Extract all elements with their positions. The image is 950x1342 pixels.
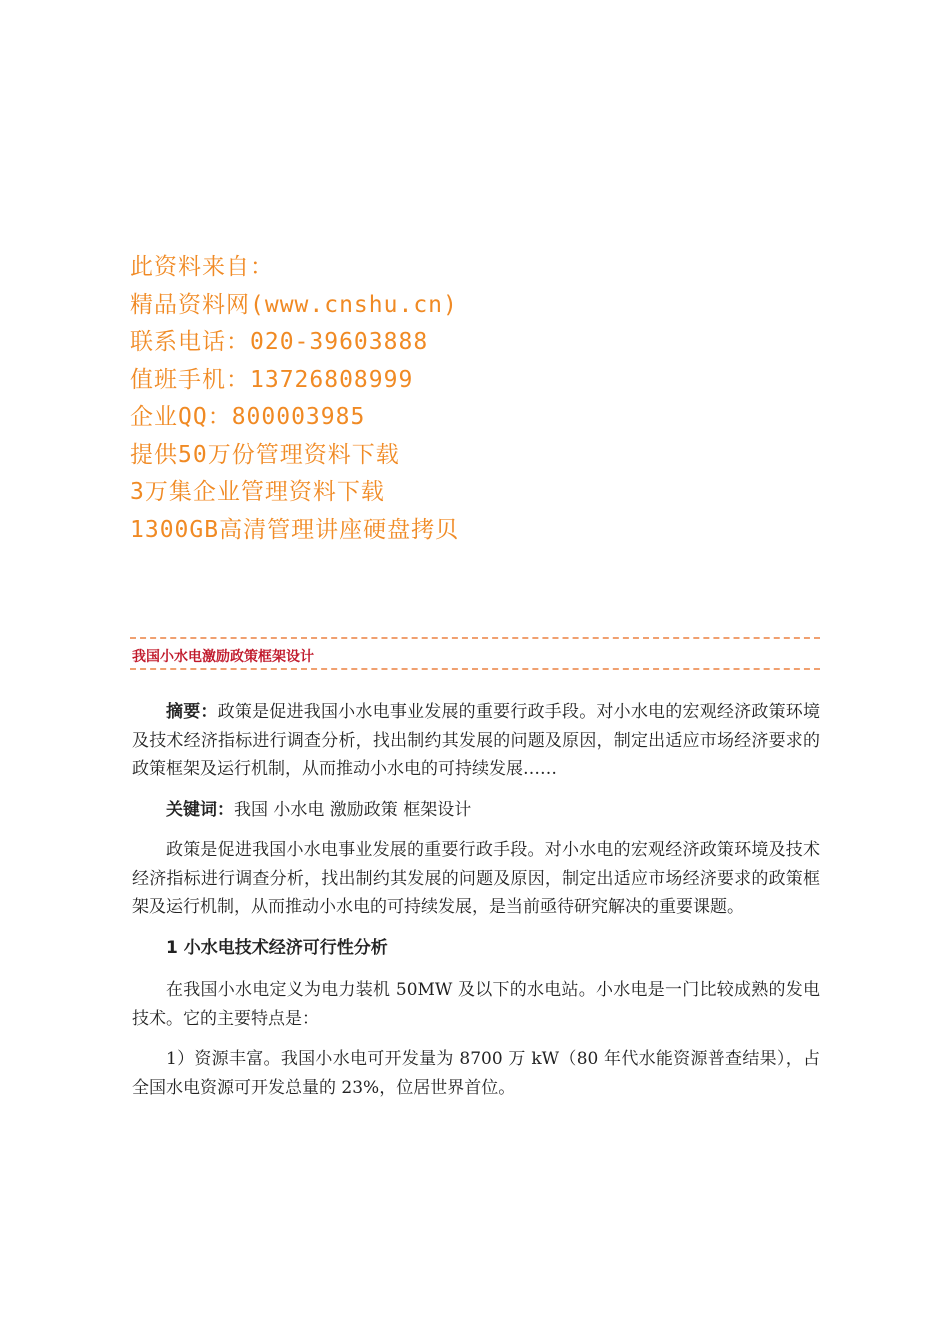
- title-divider-bottom: [130, 668, 820, 670]
- abstract-text: 政策是促进我国小水电事业发展的重要行政手段。对小水电的宏观经济政策环境及技术经济指标进行调查分析，找出制约其发展的问题及原因，制定出适应市场经济要求的政策框架及运行机制，从而推动小水电的可持续发展……: [132, 702, 821, 779]
- section-1-paragraph-1: 在我国小水电定义为电力装机 50MW 及以下的水电站。小水电是一门比较成熟的发电技术。它的主要特点是：: [132, 980, 820, 1029]
- intro-paragraph: 政策是促进我国小水电事业发展的重要行政手段。对小水电的宏观经济政策环境及技术经济指标进行调查分析，找出制约其发展的问题及原因，制定出适应市场经济要求的政策框架及运行机制，从而推动小水电的可持续发展，是当前亟待研究解决的重要课题。: [132, 840, 820, 917]
- ad-offer-line-2: 3万集企业管理资料下载: [130, 479, 385, 505]
- section-1-heading: 1 小水电技术经济可行性分析: [166, 937, 388, 958]
- title-divider-top: [130, 637, 820, 639]
- ad-block: [130, 249, 830, 549]
- keywords-text: 我国 小水电 激励政策 框架设计: [234, 799, 472, 820]
- document-title: 我国小水电激励政策框架设计: [132, 649, 314, 665]
- ad-mobile-line: 值班手机：13726808999: [130, 366, 414, 393]
- ad-source-line: 此资料来自：: [130, 254, 274, 280]
- ad-qq-line: 企业QQ：800003985: [130, 404, 366, 430]
- abstract-label: 摘要：: [166, 702, 218, 722]
- ad-offer-line-1: 提供50万份管理资料下载: [130, 441, 400, 468]
- keywords-label: 关键词：: [166, 799, 234, 820]
- keywords-paragraph: [132, 796, 820, 825]
- ad-website-line: 精品资料网(www.cnshu.cn): [130, 291, 458, 318]
- ad-phone-line: 联系电话：020-39603888: [130, 329, 429, 355]
- section-1-paragraph-2: 1）资源丰富。我国小水电可开发量为 8700 万 kW（80 年代水能资源普查结果），占全国水电资源可开发总量的 23%，位居世界首位。: [132, 1049, 820, 1098]
- abstract-paragraph: [132, 698, 820, 784]
- document-body: [132, 698, 820, 1114]
- ad-offer-line-3: 1300GB高清管理讲座硬盘拷贝: [130, 516, 460, 543]
